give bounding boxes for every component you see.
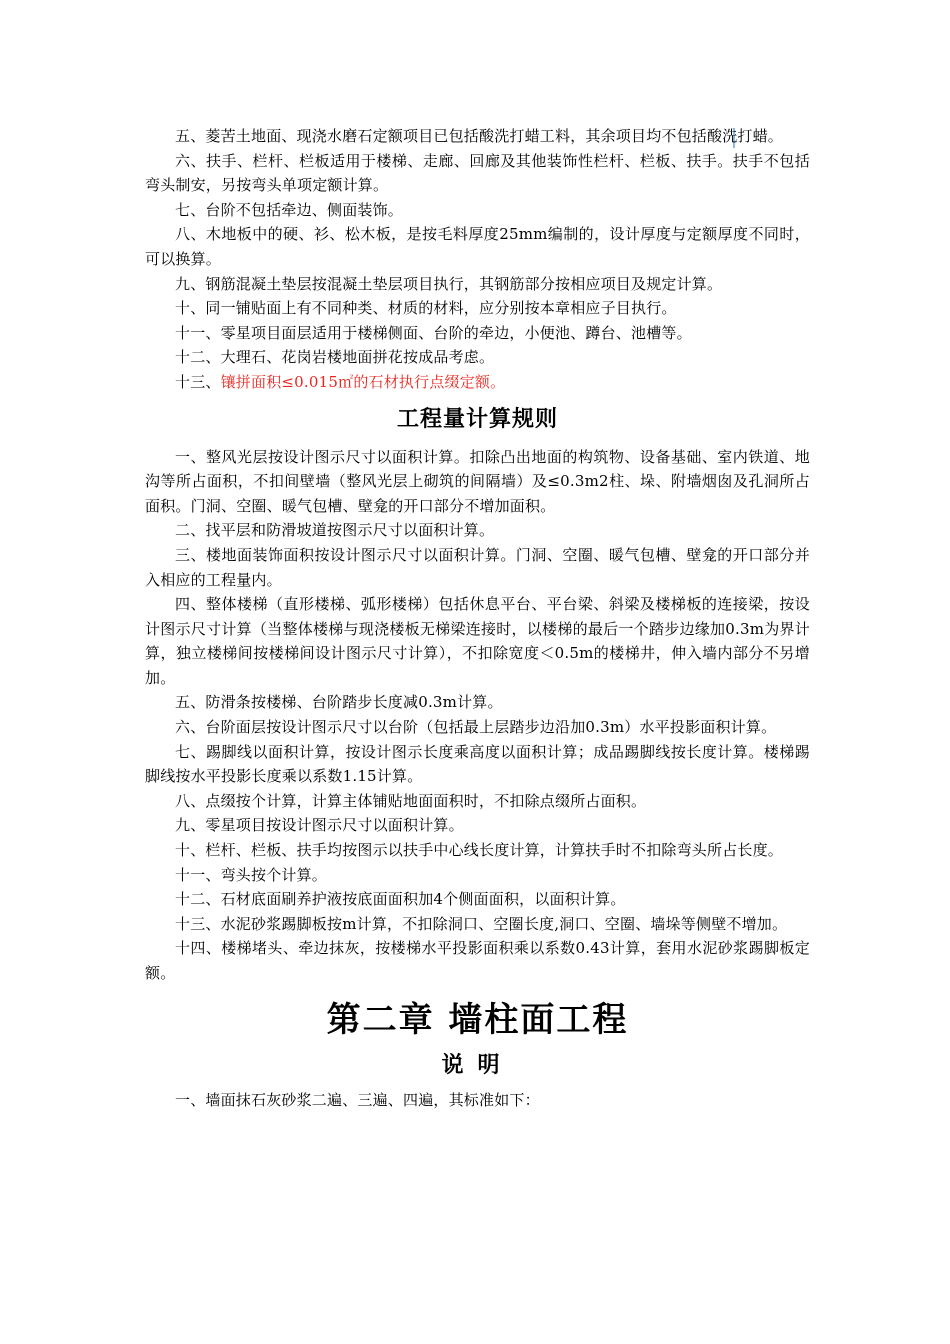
paragraph-item-12: 十二、大理石、花岗岩楼地面拼花按成品考虑。 [175,348,495,367]
rule-6: 六、台阶面层按设计图示尺寸以台阶（包括最上层踏步边沿加0.3m）水平投影面积计算。 [175,718,777,737]
rule-3: 三、楼地面装饰面积按设计图示尺寸以面积计算。门洞、空圈、暖气包槽、壁龛的开口部分并入相应的工程量内。 [145,545,810,589]
chapter2-paragraph-1: 一、墙面抹石灰砂浆二遍、三遍、四遍，其标准如下： [175,1090,540,1109]
paragraph-item-8: 八、木地板中的硬、衫、松木板，是按毛料厚度25mm编制的，设计厚度与定额厚度不同时，可以换算。 [145,225,810,268]
paragraph-item-9: 九、钢筋混凝土垫层按混凝土垫层项目执行，其钢筋部分按相应项目及规定计算。 [175,274,723,293]
rule-5: 五、防滑条按楼梯、台阶踏步长度减0.3m计算。 [175,693,503,712]
item-13-highlighted-text: 镶拼面积≤0.015㎡的石材执行点缀定额。 [220,372,506,391]
rule-13: 十三、水泥砂浆踢脚板按m计算，不扣除洞口、空圈长度,洞口、空圈、墙垛等侧壁不增加。 [175,914,788,933]
explanation-heading: 说明 [441,1051,514,1078]
rule-12: 十二、石材底面刷养护液按底面面积加4个侧面面积，以面积计算。 [175,890,626,909]
paragraph-item-5: 五、菱苦土地面、现浇水磨石定额项目已包括酸洗打蜡工料，其余项目均不包括酸洗打蜡。 [175,127,784,145]
rule-11: 十一、弯头按个计算。 [175,865,328,884]
paragraph-item-10: 十、同一铺贴面上有不同种类、材质的材料，应分别按本章相应子目执行。 [175,299,677,318]
paragraph-item-13 [145,370,810,395]
rules-section-heading: 工程量计算规则 [396,406,558,432]
paragraph-item-6: 六、扶手、栏杆、栏板适用于楼梯、走廊、回廊及其他装饰性栏杆、栏板、扶手。扶手不包括弯头制安，另按弯头单项定额计算。 [145,151,810,195]
document-body [145,124,810,1112]
paragraph-item-11: 十一、零星项目面层适用于楼梯侧面、台阶的牵边，小便池、蹲台、池槽等。 [175,323,692,342]
rule-7: 七、踢脚线以面积计算，按设计图示长度乘高度以面积计算；成品踢脚线按长度计算。楼梯踢脚线按水平投影长度乘以系数1.15计算。 [145,742,810,786]
rule-9: 九、零星项目按设计图示尺寸以面积计算。 [175,816,464,835]
rule-4: 四、整体楼梯（直形楼梯、弧形楼梯）包括休息平台、平台梁、斜梁及楼梯板的连接梁，按设计图示尺寸计算（当整体楼梯与现浇楼板无梯梁连接时，以楼梯的最后一个踏步边缘加0.3m为界计算，独立楼梯间按楼梯间设计图示尺寸计算），不扣除宽度＜0.5m的楼梯井，伸入墙内部分不另增加。 [145,595,810,687]
rule-8: 八、点缀按个计算，计算主体铺贴地面面积时，不扣除点缀所占面积。 [175,791,647,810]
item-13-number: 十三、 [175,372,221,391]
rule-2: 二、找平层和防滑坡道按图示尺寸以面积计算。 [175,521,495,540]
rule-14: 十四、楼梯堵头、牵边抹灰，按楼梯水平投影面积乘以系数0.43计算，套用水泥砂浆踢脚板定额。 [145,939,810,982]
paragraph-item-7: 七、台阶不包括牵边、侧面装饰。 [175,200,404,219]
rule-1: 一、整风光层按设计图示尺寸以面积计算。扣除凸出地面的构筑物、设备基础、室内铁道、地沟等所占面积，不扣间壁墙（整风光层上砌筑的间隔墙）及≤0.3m2柱、垛、附墙烟囱及孔洞所占面积。门洞、空圈、暖气包槽、壁龛的开口部分不增加面积。 [145,447,810,515]
chapter-heading: 第二章 墙柱面工程 [326,999,629,1040]
rule-10: 十、栏杆、栏板、扶手均按图示以扶手中心线长度计算，计算扶手时不扣除弯头所占长度。 [175,841,784,860]
